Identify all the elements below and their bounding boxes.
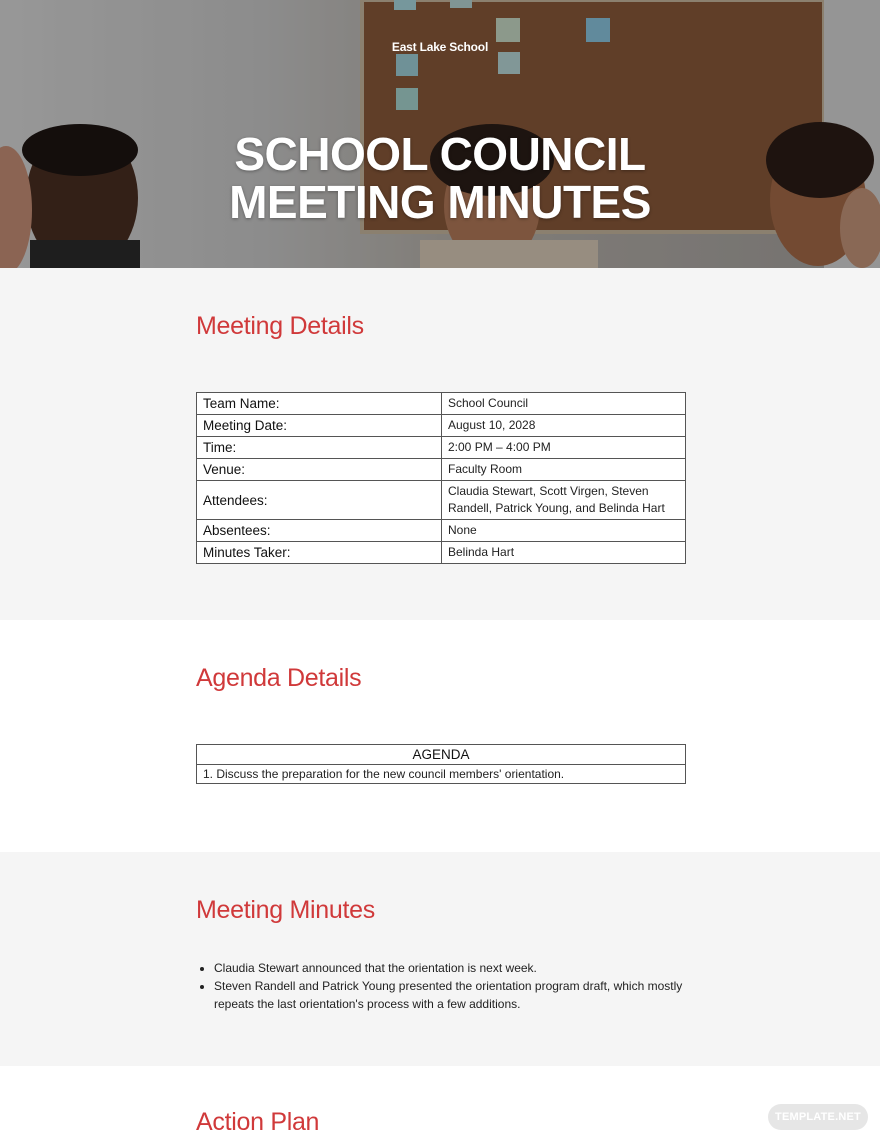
- table-row: [197, 542, 686, 564]
- agenda-table: [196, 744, 686, 784]
- meeting-minutes-heading: Meeting Minutes: [196, 896, 375, 924]
- agenda-column-header: AGENDA: [197, 745, 686, 765]
- table-header-row: [197, 745, 686, 765]
- agenda-item: 1. Discuss the preparation for the new council members' orientation.: [197, 765, 686, 784]
- label-minutes-taker: Minutes Taker:: [197, 542, 442, 564]
- table-row: [197, 437, 686, 459]
- table-row: [197, 415, 686, 437]
- list-item: • Steven Randell and Patrick Young presented the orientation program draft, which mostly repeats the last orientation's process with a few additions.: [214, 977, 684, 1013]
- label-venue: Venue:: [197, 459, 442, 481]
- table-row: [197, 520, 686, 542]
- label-meeting-date: Meeting Date:: [197, 415, 442, 437]
- minutes-list: [196, 959, 684, 1013]
- value-venue: Faculty Room: [442, 459, 686, 481]
- value-time: 2:00 PM – 4:00 PM: [442, 437, 686, 459]
- label-attendees: Attendees:: [197, 481, 442, 520]
- title-line-1: SCHOOL COUNCIL: [234, 128, 646, 180]
- page-title: [0, 130, 880, 226]
- value-minutes-taker: Belinda Hart: [442, 542, 686, 564]
- value-meeting-date: August 10, 2028: [442, 415, 686, 437]
- value-absentees: None: [442, 520, 686, 542]
- meeting-minutes-section: [0, 852, 880, 1066]
- title-line-2: MEETING MINUTES: [229, 176, 651, 228]
- action-plan-section: [0, 1066, 880, 1140]
- school-name: East Lake School: [391, 40, 489, 54]
- label-time: Time:: [197, 437, 442, 459]
- meeting-details-section: [0, 268, 880, 620]
- label-team-name: Team Name:: [197, 393, 442, 415]
- action-plan-heading: Action Plan: [196, 1108, 320, 1136]
- agenda-details-section: [0, 620, 880, 852]
- agenda-details-heading: Agenda Details: [196, 664, 362, 692]
- value-attendees: Claudia Stewart, Scott Virgen, Steven Randell, Patrick Young, and Belinda Hart: [442, 481, 686, 520]
- table-row: [197, 459, 686, 481]
- table-row: [197, 393, 686, 415]
- template-watermark[interactable]: TEMPLATE.NET: [768, 1104, 868, 1130]
- label-absentees: Absentees:: [197, 520, 442, 542]
- meeting-details-table: [196, 392, 686, 564]
- table-row: [197, 481, 686, 520]
- header-banner: [0, 0, 880, 268]
- list-item: • Claudia Stewart announced that the orientation is next week.: [214, 959, 684, 977]
- value-team-name: School Council: [442, 393, 686, 415]
- table-row: [197, 765, 686, 784]
- meeting-details-heading: Meeting Details: [196, 312, 364, 340]
